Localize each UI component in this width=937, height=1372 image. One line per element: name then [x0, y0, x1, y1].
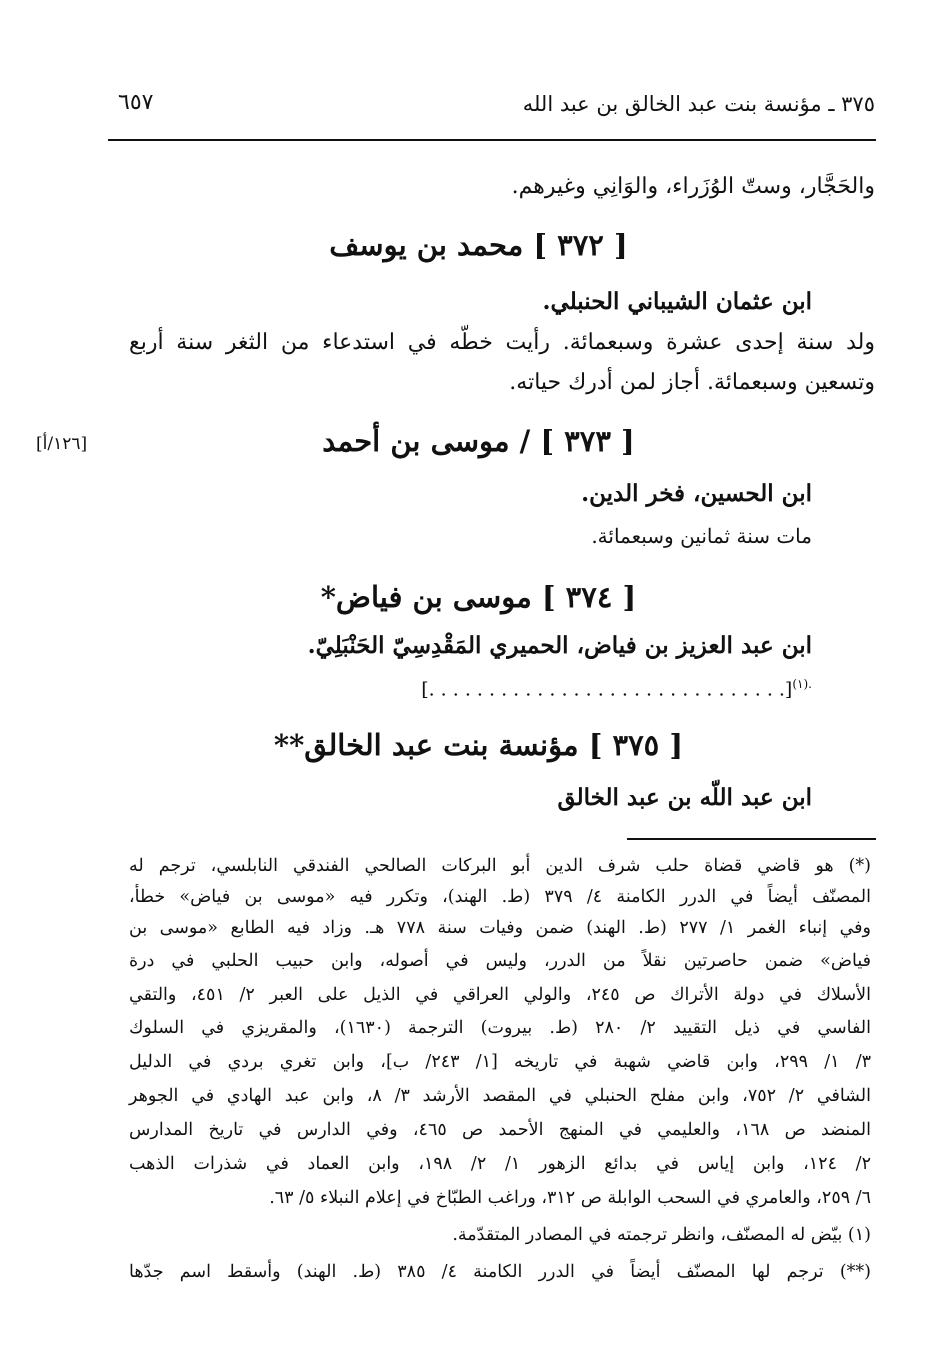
footnote-star-line: ٣/ ١/ ٢٩٩، وابن قاضي شهبة في تاريخه [١/ ٢٤٣/ ب]، وابن تغري بردي في الدليل — [129, 1052, 872, 1072]
entry-line-373-1: مات سنة ثمانين وسبعمائة. — [591, 524, 812, 548]
running-title: ٣٧٥ ـ مؤنسة بنت عبد الخالق بن عبد الله — [522, 92, 875, 116]
footnote-1: (١) بيّض له المصنّف، وانظر ترجمته في المصادر المتقدّمة. — [452, 1225, 871, 1245]
footnote-marker-1: (١). — [792, 677, 812, 691]
page-number: ٦٥٧ — [118, 90, 154, 115]
blank-placeholder-dots: [. . . . . . . . . . . . . . . . . . . . . . . . . . . . . .] — [421, 678, 793, 701]
footnote-star-line: الشافي ٢/ ٧٥٢، وابن مفلح الحنبلي في المقصد الأرشد ٣/ ٨، وابن عبد الهادي في الجوهر — [129, 1086, 871, 1106]
footnote-star-line: فياض» ضمن حاصرتين نقلاً من الدرر، وليس في أصوله، وابن حبيب الحلبي في درة — [129, 951, 871, 971]
footnote-star-line: المنضد ص ١٦٨، والعليمي في المنهج الأحمد ص ٤٦٥، وفي الدارس في تاريخ المدارس — [129, 1120, 871, 1140]
margin-folio-ref: [١٢٦/أ] — [36, 434, 88, 454]
entry-line-372-2: وتسعين وسبعمائة. أجاز لمن أدرك حياته. — [509, 370, 875, 395]
continuation-line: والحَجَّار، وستّ الوُزَراء، والوَانِي وغيرهم. — [511, 174, 875, 199]
entry-line-372-1: ولد سنة إحدى عشرة وسبعمائة. رأيت خطّه في استدعاء من الثغر سنة أربع — [129, 330, 875, 355]
entry-title-375: [ ٣٧٥ ] مؤنسة بنت عبد الخالق** — [273, 728, 684, 762]
footnote-star-line: (*) هو قاضي قضاة حلب شرف الدين أبو البركات الصالحي الفندقي النابلسي، ترجم له — [129, 856, 871, 876]
entry-title-373: [ ٣٧٣ ] / موسى بن أحمد — [322, 424, 635, 458]
footnote-star-line: المصنّف أيضاً في الدرر الكامنة ٤/ ٣٧٩ (ط. الهند)، وتكرر فيه «موسى بن فياض» خطأ، — [129, 887, 871, 907]
entry-lead-373: ابن الحسين، فخر الدين. — [581, 480, 812, 507]
footnote-star-line: ٦/ ٢٥٩، والعامري في السحب الوابلة ص ٣١٢، وراغب الطبّاخ في إعلام النبلاء ٥/ ٦٣. — [269, 1188, 871, 1208]
entry-title-374: [ ٣٧٤ ] موسى بن فياض* — [320, 580, 637, 614]
entry-title-372: [ ٣٧٢ ] محمد بن يوسف — [329, 228, 628, 262]
entry-lead-375: ابن عبد اللّه بن عبد الخالق — [557, 784, 812, 811]
footnote-star-line: الأسلاك في دولة الأتراك ص ٢٤٥، والولي العراقي في الذيل على العبر ٢/ ٤٥١، والتقي — [129, 985, 871, 1005]
entry-lead-374: ابن عبد العزيز بن فياض، الحميري المَقْدِسِيّ الحَنْبَلِيّ. — [307, 632, 812, 659]
footnote-rule — [627, 838, 876, 840]
footnote-star-line: الفاسي في ذيل التقييد ٢/ ٢٨٠ (ط. بيروت) الترجمة (١٦٣٠)، والمقريزي في السلوك — [129, 1018, 871, 1038]
blank-placeholder-line — [421, 677, 812, 700]
entry-lead-372: ابن عثمان الشيباني الحنبلي. — [542, 288, 812, 315]
footnote-double-star: (**) ترجم لها المصنّف أيضاً في الدرر الكامنة ٤/ ٣٨٥ (ط. الهند) وأسقط اسم جدّها — [129, 1262, 871, 1282]
footnote-star-line: وفي إنباء الغمر ١/ ٢٧٧ (ط. الهند) ضمن وفيات سنة ٧٧٨ هـ. وزاد فيه الطابع «موسى بن — [129, 918, 871, 938]
header-rule — [108, 139, 876, 141]
footnote-star-line: ٢/ ١٢٤، وابن إياس في بدائع الزهور ١/ ٢/ ١٩٨، وابن العماد في شذرات الذهب — [129, 1154, 871, 1174]
